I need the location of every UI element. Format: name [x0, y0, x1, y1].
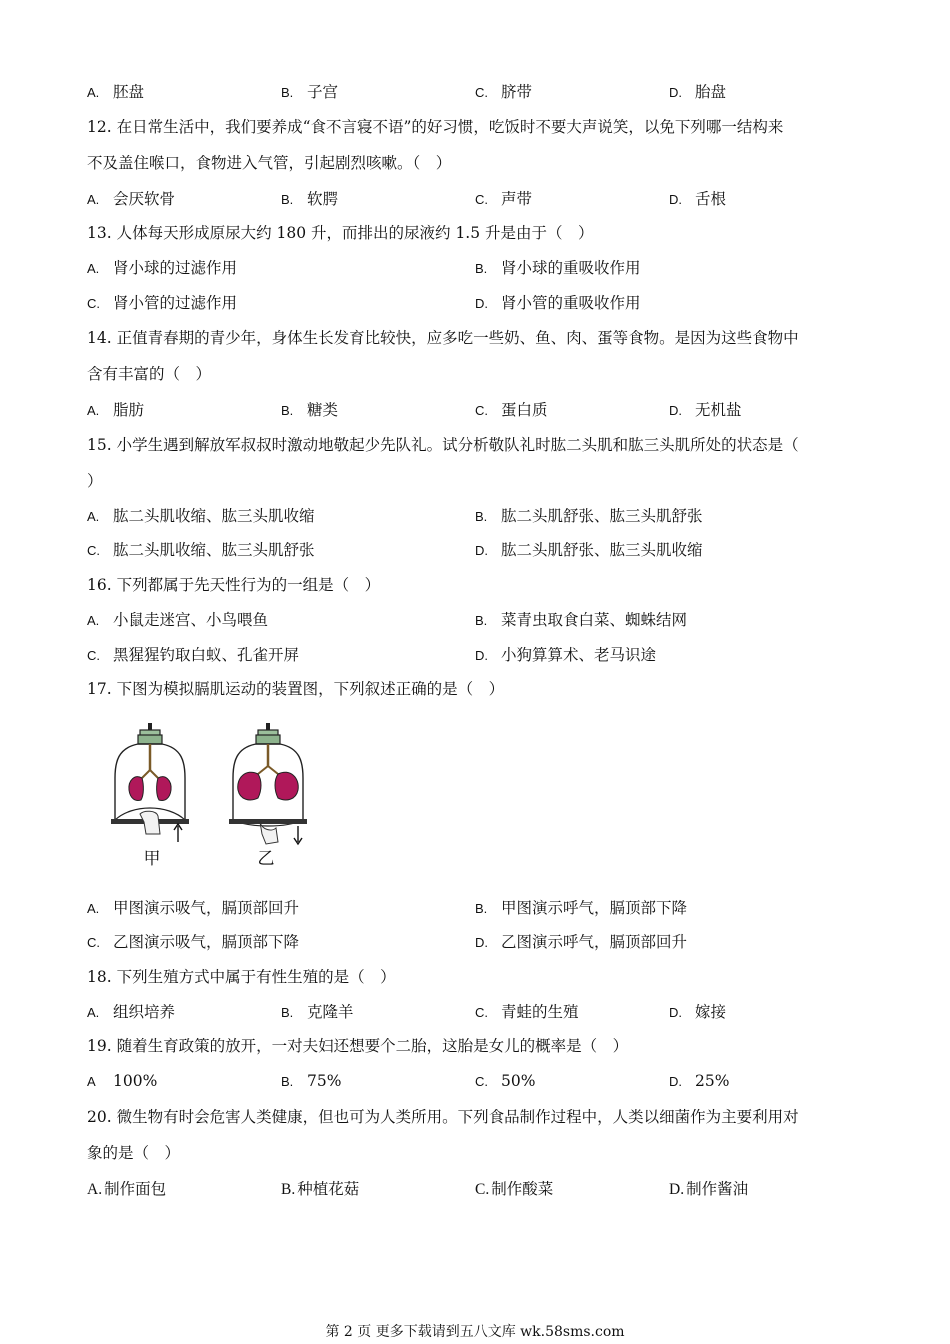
option-text: 甲图演示吸气，膈顶部回升	[113, 899, 300, 917]
option-text: 75%	[307, 1072, 342, 1090]
option-text: 小狗算算术、老马识途	[501, 646, 657, 664]
option-text: 种植花菇	[297, 1180, 360, 1198]
q19-option-a	[87, 1071, 157, 1092]
q14-option-b	[281, 400, 338, 421]
option-label: D.	[669, 1005, 682, 1020]
jar-b	[229, 723, 307, 844]
option-text: 嫁接	[695, 1003, 727, 1021]
option-label: A.	[87, 1005, 100, 1020]
option-label: C.	[87, 648, 100, 663]
option-text: 100%	[113, 1072, 158, 1090]
option-text: 声带	[501, 190, 533, 208]
option-label: C.	[87, 296, 100, 311]
q13-option-d	[475, 293, 641, 314]
option-text: 25%	[695, 1072, 730, 1090]
q15-option-b	[475, 506, 703, 527]
q16-option-a	[87, 610, 268, 631]
q19-stem-line1: 19. 随着生育政策的放开，一对夫妇还想要个二胎，这胎是女儿的概率是（ ）	[87, 1037, 629, 1055]
option-label: C.	[475, 1005, 488, 1020]
q11-option-a	[87, 82, 144, 103]
figure-label-jia: 甲	[143, 849, 161, 869]
diaphragm-model-figure	[100, 718, 320, 874]
q14-option-d	[669, 400, 742, 421]
option-text: 无机盐	[695, 401, 742, 419]
option-text: 脐带	[501, 83, 533, 101]
option-label: D.	[669, 403, 682, 418]
option-text: 制作酱油	[686, 1180, 749, 1198]
q20-option-d	[669, 1179, 748, 1200]
option-text: 菜青虫取食白菜、蜘蛛结网	[501, 611, 688, 629]
q18-option-c	[475, 1002, 579, 1023]
option-label: D.	[475, 543, 488, 558]
q13-stem-line1: 13. 人体每天形成原尿大约 180 升，而排出的尿液约 1.5 升是由于（ ）	[87, 224, 594, 242]
q12-option-b	[281, 189, 338, 210]
option-label: A.	[87, 192, 100, 207]
option-text: 黑猩猩钓取白蚁、孔雀开屏	[113, 646, 300, 664]
option-label: D.	[669, 192, 682, 207]
figure-label-yi: 乙	[257, 849, 275, 869]
option-text: 肾小球的重吸收作用	[501, 259, 641, 277]
option-text: 蛋白质	[501, 401, 548, 419]
option-label: C.	[475, 403, 488, 418]
option-text: 胎盘	[695, 83, 727, 101]
option-label: C.	[475, 85, 488, 100]
q17-stem-line1: 17. 下图为模拟膈肌运动的装置图，下列叙述正确的是（ ）	[87, 680, 505, 698]
option-label: B.	[475, 261, 488, 276]
q19-option-d	[669, 1071, 729, 1092]
option-text: 肱二头肌收缩、肱三头肌收缩	[113, 507, 315, 525]
q20-option-b	[281, 1179, 359, 1200]
q14-option-a	[87, 400, 144, 421]
option-text: 克隆羊	[307, 1003, 354, 1021]
option-label: A.	[87, 403, 100, 418]
option-label: D.	[669, 1181, 685, 1198]
option-label: B.	[281, 1181, 296, 1198]
q18-option-b	[281, 1002, 354, 1023]
q15-option-d	[475, 540, 703, 561]
option-text: 肾小管的重吸收作用	[501, 294, 641, 312]
option-text: 子宫	[307, 83, 339, 101]
option-text: 乙图演示吸气，膈顶部下降	[113, 933, 300, 951]
q17-option-b	[475, 898, 687, 919]
option-label: B.	[475, 901, 488, 916]
q12-option-d	[669, 189, 726, 210]
option-text: 青蛙的生殖	[501, 1003, 579, 1021]
option-label: C.	[475, 192, 488, 207]
q14-option-c	[475, 400, 548, 421]
page-footer: 第 2 页 更多下载请到五八文库 wk.58sms.com	[325, 1324, 625, 1340]
option-label: D.	[669, 85, 682, 100]
q16-option-c	[87, 645, 299, 666]
q12-stem-line2: 不及盖住喉口，食物进入气管，引起剧烈咳嗽。（ ）	[87, 154, 452, 172]
q16-option-b	[475, 610, 687, 631]
option-text: 肱二头肌舒张、肱三头肌舒张	[501, 507, 703, 525]
q13-option-b	[475, 258, 641, 279]
option-text: 甲图演示呼气，膈顶部下降	[501, 899, 688, 917]
q18-stem-line1: 18. 下列生殖方式中属于有性生殖的是（ ）	[87, 968, 396, 986]
q17-option-a	[87, 898, 299, 919]
option-label: A.	[87, 613, 100, 628]
q15-stem-line1: 15. 小学生遇到解放军叔叔时激动地敬起少先队礼。试分析敬队礼时肱二头肌和肱三头肌所处的状态是（	[87, 436, 799, 454]
q15-option-c	[87, 540, 315, 561]
option-text: 肱二头肌收缩、肱三头肌舒张	[113, 541, 315, 559]
q13-option-c	[87, 293, 237, 314]
option-label: B.	[281, 192, 294, 207]
option-label: D.	[669, 1074, 682, 1089]
q12-stem-line1: 12. 在日常生活中，我们要养成“食不言寝不语”的好习惯，吃饭时不要大声说笑，以免下列哪一结构来	[87, 118, 784, 136]
option-label: A.	[87, 901, 100, 916]
q11-option-b	[281, 82, 338, 103]
option-text: 舌根	[695, 190, 727, 208]
option-text: 软腭	[307, 190, 339, 208]
option-text: 肱二头肌舒张、肱三头肌收缩	[501, 541, 703, 559]
option-text: 糖类	[307, 401, 339, 419]
q12-option-a	[87, 189, 175, 210]
q20-stem-line2: 象的是（ ）	[87, 1144, 181, 1162]
q11-option-c	[475, 82, 532, 103]
option-label: A.	[87, 509, 100, 524]
option-label: B.	[281, 403, 294, 418]
option-label: C.	[87, 543, 100, 558]
option-label: A	[87, 1074, 96, 1089]
option-text: 小鼠走迷宫、小鸟喂鱼	[113, 611, 269, 629]
q16-option-d	[475, 645, 656, 666]
q14-stem-line2: 含有丰富的（ ）	[87, 365, 212, 383]
option-text: 肾小球的过滤作用	[113, 259, 238, 277]
q15-stem-line2: ）	[87, 472, 103, 490]
q17-option-d	[475, 932, 687, 953]
option-label: B.	[281, 1074, 294, 1089]
option-label: C.	[87, 935, 100, 950]
option-label: A.	[87, 1181, 103, 1198]
option-label: A.	[87, 85, 100, 100]
option-text: 胚盘	[113, 83, 145, 101]
q20-option-c	[475, 1179, 553, 1200]
option-label: B.	[475, 613, 488, 628]
option-text: 会厌软骨	[113, 190, 176, 208]
option-label: D.	[475, 935, 488, 950]
q17-option-c	[87, 932, 299, 953]
q12-option-c	[475, 189, 532, 210]
jar-a	[111, 723, 189, 842]
q18-option-a	[87, 1002, 175, 1023]
q20-stem-line1: 20. 微生物有时会危害人类健康，但也可为人类所用。下列食品制作过程中，人类以细菌作为主要利用对	[87, 1108, 799, 1126]
option-text: 制作酸菜	[491, 1180, 554, 1198]
q13-option-a	[87, 258, 237, 279]
q18-option-d	[669, 1002, 726, 1023]
q11-option-d	[669, 82, 726, 103]
option-text: 脂肪	[113, 401, 145, 419]
option-label: C.	[475, 1074, 488, 1089]
option-text: 肾小管的过滤作用	[113, 294, 238, 312]
option-text: 50%	[501, 1072, 536, 1090]
q14-stem-line1: 14. 正值青春期的青少年，身体生长发育比较快，应多吃一些奶、鱼、肉、蛋等食物。是因为这些食物中	[87, 329, 799, 347]
option-text: 乙图演示呼气，膈顶部回升	[501, 933, 688, 951]
q16-stem-line1: 16. 下列都属于先天性行为的一组是（ ）	[87, 576, 381, 594]
option-text: 组织培养	[113, 1003, 176, 1021]
option-text: 制作面包	[104, 1180, 167, 1198]
option-label: B.	[281, 1005, 294, 1020]
option-label: B.	[281, 85, 294, 100]
option-label: B.	[475, 509, 488, 524]
q20-option-a	[87, 1179, 166, 1200]
option-label: C.	[475, 1181, 490, 1198]
q15-option-a	[87, 506, 315, 527]
option-label: D.	[475, 296, 488, 311]
option-label: A.	[87, 261, 100, 276]
option-label: D.	[475, 648, 488, 663]
q19-option-c	[475, 1071, 535, 1092]
q19-option-b	[281, 1071, 341, 1092]
